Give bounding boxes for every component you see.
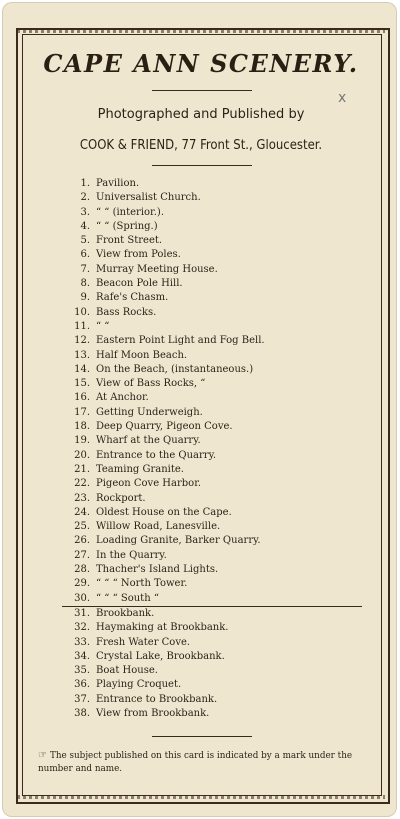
- list-item: [62, 434, 362, 448]
- list-item-text: Crystal Lake, Brookbank.: [96, 650, 225, 662]
- list-item-text: Boat House.: [96, 665, 158, 677]
- list-item-number: 31.: [74, 607, 90, 619]
- list-item: [62, 563, 362, 577]
- list-item-number: 34.: [74, 650, 90, 662]
- list-item: [62, 650, 362, 664]
- list-item: [62, 477, 362, 491]
- list-item-text: “ “ (interior.).: [96, 206, 164, 218]
- list-item-text: Loading Granite, Barker Quarry.: [96, 535, 261, 547]
- list-item: [62, 334, 362, 348]
- list-item-number: 30.: [74, 592, 90, 604]
- list-item: [62, 492, 362, 506]
- list-item: [62, 607, 362, 621]
- list-item: [62, 636, 362, 650]
- list-item-text: Oldest House on the Cape.: [96, 506, 232, 518]
- list-item-number: 10.: [74, 306, 90, 318]
- list-item-number: 19.: [74, 435, 90, 447]
- list-item-number: 1.: [80, 178, 90, 189]
- chain-border-top: [17, 29, 385, 33]
- list-item: [62, 549, 362, 563]
- list-item-text: On the Beach, (instantaneous.): [96, 363, 254, 375]
- list-item: [62, 693, 362, 707]
- list-item: [62, 520, 362, 534]
- list-item-number: 11.: [74, 320, 90, 332]
- list-item-text: “ “ (Spring.): [96, 220, 158, 232]
- list-item-text: “ “ “ North Tower.: [96, 578, 188, 590]
- list-item-number: 16.: [74, 392, 90, 404]
- list-item-text: In the Quarry.: [96, 549, 167, 561]
- list-item-number: 9.: [80, 292, 90, 304]
- list-item: [62, 206, 362, 220]
- list-item: [62, 707, 362, 721]
- list-item-text: Thacher's Island Lights.: [96, 564, 219, 576]
- list-item-number: 2.: [80, 192, 90, 204]
- list-item-text: At Anchor.: [96, 392, 149, 404]
- list-item: [62, 234, 362, 248]
- list-item: [62, 592, 362, 607]
- list-item-number: 18.: [74, 421, 90, 433]
- list-item-number: 29.: [74, 578, 90, 590]
- list-item: [62, 391, 362, 405]
- list-item-number: 24.: [74, 506, 90, 518]
- list-item-text: Playing Croquet.: [96, 679, 182, 691]
- list-item-text: Half Moon Beach.: [96, 349, 188, 361]
- list-item-text: Rafe's Chasm.: [96, 292, 169, 304]
- list-item-number: 6.: [80, 249, 90, 261]
- list-item-number: 21.: [74, 463, 90, 475]
- list-item-text: Brookbank.: [96, 607, 155, 619]
- list-item-number: 3.: [80, 206, 90, 218]
- list-item: [62, 377, 362, 391]
- list-item-text: Haymaking at Brookbank.: [96, 622, 229, 634]
- list-item: [62, 406, 362, 420]
- list-item-text: Universalist Church.: [96, 192, 201, 204]
- list-item: [62, 420, 362, 434]
- list-item-number: 4.: [80, 220, 90, 232]
- list-item-number: 33.: [74, 636, 90, 648]
- list-item-text: Murray Meeting House.: [96, 263, 218, 275]
- list-item-number: 37.: [74, 693, 90, 705]
- list-item-number: 7.: [80, 263, 90, 275]
- list-item-text: Rockport.: [96, 492, 146, 504]
- list-item-text: Front Street.: [96, 235, 163, 247]
- list-item-number: 28.: [74, 564, 90, 576]
- list-item-text: Entrance to Brookbank.: [96, 693, 218, 705]
- card-title: CAPE ANN SCENERY.: [43, 49, 359, 78]
- list-item-text: Deep Quarry, Pigeon Cove.: [96, 421, 233, 433]
- list-item-number: 17.: [74, 406, 90, 418]
- list-item: [62, 191, 362, 205]
- publisher-rule: [152, 165, 252, 166]
- scenery-list: [62, 177, 362, 721]
- list-item-text: Fresh Water Cove.: [96, 636, 191, 648]
- list-item-number: 32.: [74, 622, 90, 634]
- list-item: [62, 363, 362, 377]
- chain-border-bottom: [17, 795, 385, 799]
- list-item: [62, 248, 362, 262]
- list-item: [62, 449, 362, 463]
- photo-card: [2, 2, 397, 817]
- list-item-text: Getting Underweigh.: [96, 406, 203, 418]
- list-item-text: View of Bass Rocks, “: [96, 378, 206, 390]
- list-item: [62, 463, 362, 477]
- publisher: COOK & FRIEND, 77 Front St., Gloucester.: [79, 138, 323, 153]
- list-item-text: Eastern Point Light and Fog Bell.: [96, 335, 265, 347]
- list-item-text: Pavilion.: [96, 178, 140, 189]
- list-item-number: 26.: [74, 535, 90, 547]
- list-item-number: 23.: [74, 492, 90, 504]
- list-item: [62, 177, 362, 191]
- list-item: [62, 349, 362, 363]
- footer-note: [38, 749, 370, 776]
- list-item-number: 5.: [80, 235, 90, 247]
- list-item-text: “ “: [96, 320, 110, 332]
- footer-text: The subject published on this card is indicated by a mark under the number and name.: [38, 751, 353, 774]
- subtitle: Photographed and Published by: [97, 107, 305, 122]
- list-item: [62, 263, 362, 277]
- list-item-number: 22.: [74, 478, 90, 490]
- list-item: [62, 577, 362, 591]
- list-item: [62, 277, 362, 291]
- list-item-text: View from Poles.: [96, 249, 181, 261]
- list-item-number: 27.: [74, 549, 90, 561]
- list-item-text: “ “ “ South “: [96, 592, 159, 604]
- list-item-number: 13.: [74, 349, 90, 361]
- list-item-number: 36.: [74, 679, 90, 691]
- list-item-text: Entrance to the Quarry.: [96, 449, 217, 461]
- title-rule: [152, 90, 252, 91]
- list-item: [62, 678, 362, 692]
- list-item: [62, 506, 362, 520]
- list-item: [62, 320, 362, 334]
- list-item-number: 38.: [74, 707, 90, 719]
- handwritten-mark: x: [338, 90, 347, 106]
- footer-rule: [152, 736, 252, 737]
- list-item-number: 35.: [74, 665, 90, 677]
- list-item-text: Willow Road, Lanesville.: [96, 521, 221, 533]
- list-item-number: 15.: [74, 378, 90, 390]
- list-item-text: Teaming Granite.: [96, 463, 184, 475]
- list-item-text: Bass Rocks.: [96, 306, 157, 318]
- list-item: [62, 621, 362, 635]
- list-item-text: Pigeon Cove Harbor.: [96, 478, 202, 490]
- list-item-text: Beacon Pole Hill.: [96, 278, 183, 290]
- list-item: [62, 534, 362, 548]
- pointing-hand-icon: ☞: [38, 750, 47, 761]
- list-item-text: View from Brookbank.: [96, 707, 210, 719]
- list-item-number: 14.: [74, 363, 90, 375]
- list-item: [62, 306, 362, 320]
- list-item-text: Wharf at the Quarry.: [96, 435, 201, 447]
- list-item-number: 12.: [74, 335, 90, 347]
- list-item: [62, 220, 362, 234]
- list-item-number: 8.: [80, 278, 90, 290]
- list-item: [62, 664, 362, 678]
- list-item-number: 25.: [74, 521, 90, 533]
- list-item: [62, 291, 362, 305]
- list-item-number: 20.: [74, 449, 90, 461]
